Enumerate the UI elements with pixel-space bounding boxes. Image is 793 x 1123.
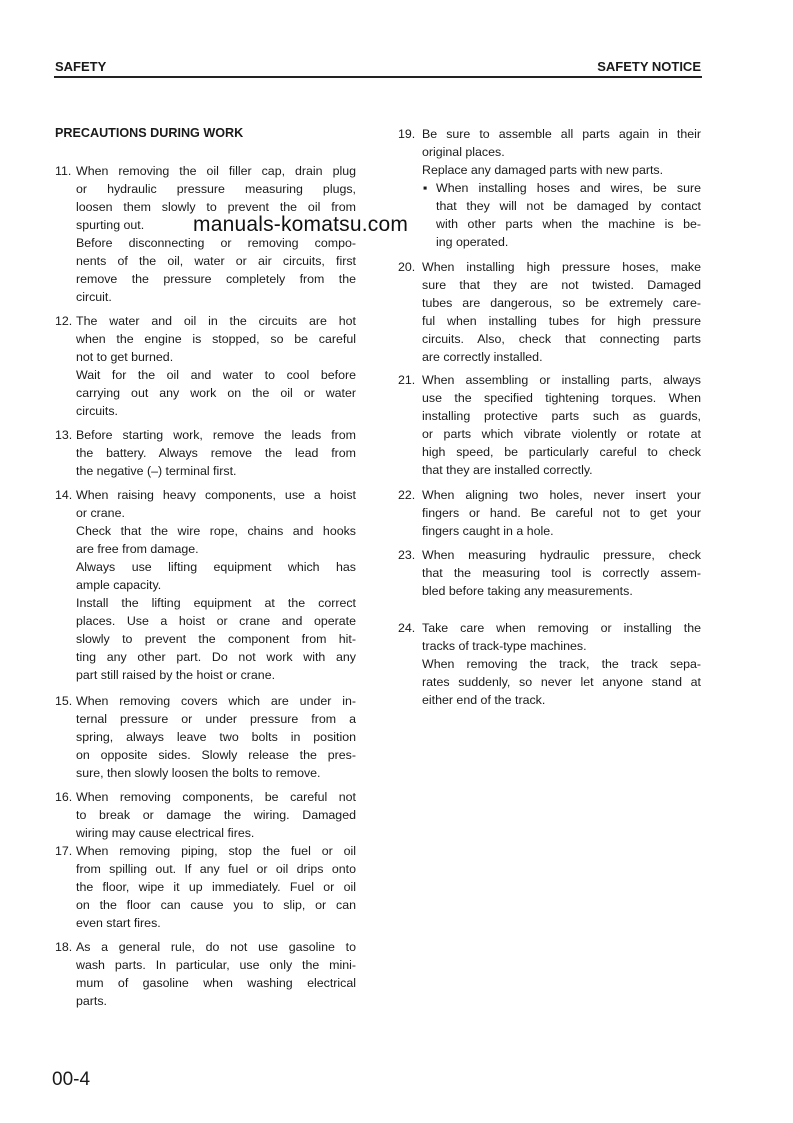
text-line: When raising heavy components, use a hoist — [76, 488, 356, 502]
text-line: sure that they are not twisted. Damaged — [422, 278, 701, 292]
text-line: tubes are dangerous, so be extremely care- — [422, 296, 701, 310]
list-item — [398, 258, 701, 366]
text-line: remove the pressure completely from the — [76, 272, 356, 286]
text-line: Check that the wire rope, chains and hooks — [76, 524, 356, 538]
text-line: part still raised by the hoist or crane. — [76, 668, 276, 682]
text-line: When assembling or installing parts, always — [422, 373, 701, 387]
item-number: 18. — [55, 940, 73, 954]
item-body — [422, 371, 701, 479]
item-body — [76, 486, 356, 684]
text-line: Replace any damaged parts with new parts. — [422, 163, 664, 177]
item-body — [76, 938, 356, 1010]
text-line: spring, always leave two bolts in position — [76, 730, 356, 744]
text-line: slowly to prevent the component from hit- — [76, 632, 356, 646]
item-body — [422, 258, 701, 366]
list-item — [55, 312, 356, 420]
text-line: rates suddenly, so never let anyone stand at — [422, 675, 701, 689]
item-number: 17. — [55, 844, 73, 858]
item-body — [76, 312, 356, 420]
text-line: to break or damage the wiring. Damaged — [76, 808, 356, 822]
text-line: high speed, be particularly careful to check — [422, 445, 701, 459]
watermark: manuals-komatsu.com — [193, 213, 409, 236]
text-line: that they are installed correctly. — [422, 463, 593, 477]
item-number: 23. — [398, 548, 416, 562]
item-number: 16. — [55, 790, 73, 804]
text-line: As a general rule, do not use gasoline to — [76, 940, 356, 954]
text-line: either end of the track. — [422, 693, 546, 707]
text-line: bled before taking any measurements. — [422, 584, 633, 598]
text-line: nents of the oil, water or air circuits, first — [76, 254, 356, 268]
item-number: 19. — [398, 127, 416, 141]
text-line: when the engine is stopped, so be careful — [76, 332, 356, 346]
item-number: 15. — [55, 694, 73, 708]
text-line: wash parts. In particular, use only the mini- — [76, 958, 356, 972]
text-line: circuits. Also, check that connecting parts — [422, 332, 701, 346]
section-heading: PRECAUTIONS DURING WORK — [55, 126, 244, 140]
text-line: or parts which vibrate violently or rotate at — [422, 427, 701, 441]
item-number: 24. — [398, 621, 416, 635]
text-line: from spilling out. If any fuel or oil drips onto — [76, 862, 356, 876]
text-line: that the measuring tool is correctly assem- — [422, 566, 701, 580]
item-body — [422, 546, 701, 600]
item-number: 22. — [398, 488, 416, 502]
item-body — [76, 788, 356, 842]
text-line: When removing the track, the track sepa- — [422, 657, 701, 671]
text-line: carrying out any work on the oil or water — [76, 386, 356, 400]
text-line: Before disconnecting or removing compo- — [76, 236, 356, 250]
text-line: fingers caught in a hole. — [422, 524, 554, 538]
text-line: When measuring hydraulic pressure, check — [422, 548, 701, 562]
item-number: 11. — [55, 164, 72, 178]
item-number: 13. — [55, 428, 73, 442]
text-line: or hydraulic pressure measuring plugs, — [76, 182, 356, 196]
text-line: not to get burned. — [76, 350, 174, 364]
text-line: on the floor can cause you to slip, or can — [76, 898, 356, 912]
text-line: When removing components, be careful not — [76, 790, 356, 804]
item-body — [76, 426, 356, 480]
text-line: the negative (–) terminal first. — [76, 464, 237, 478]
text-line: ful when installing tubes for high pressure — [422, 314, 701, 328]
header-section-title: SAFETY — [55, 59, 107, 74]
list-item — [55, 788, 356, 842]
item-body — [422, 125, 701, 251]
text-line: are correctly installed. — [422, 350, 543, 364]
text-line: installing protective parts such as guards, — [422, 409, 701, 423]
item-body — [76, 842, 356, 932]
bullet-point — [423, 179, 701, 251]
item-body — [422, 619, 701, 709]
text-line: Be sure to assemble all parts again in their — [422, 127, 701, 141]
text-line: When installing hoses and wires, be sure — [436, 181, 701, 195]
list-item — [398, 619, 701, 709]
text-line: When removing the oil filler cap, drain plug — [76, 164, 356, 178]
list-item — [55, 938, 356, 1010]
text-line: wiring may cause electrical fires. — [76, 826, 255, 840]
text-line: When aligning two holes, never insert your — [422, 488, 701, 502]
text-line: Wait for the oil and water to cool before — [76, 368, 356, 382]
text-line: Take care when removing or installing the — [422, 621, 701, 635]
text-line: spurting out. — [76, 218, 145, 232]
text-line: When removing piping, stop the fuel or oil — [76, 844, 356, 858]
text-line: are free from damage. — [76, 542, 199, 556]
text-line: When removing covers which are under in- — [76, 694, 356, 708]
item-number: 14. — [55, 488, 73, 502]
text-line: When installing high pressure hoses, make — [422, 260, 701, 274]
text-line: ing operated. — [436, 235, 509, 249]
header-page-title: SAFETY NOTICE — [597, 59, 701, 74]
text-line: parts. — [76, 994, 107, 1008]
text-line: use the specified tightening torques. When — [422, 391, 701, 405]
text-line: original places. — [422, 145, 505, 159]
page-number: 00-4 — [52, 1069, 91, 1090]
item-number: 21. — [398, 373, 416, 387]
text-line: the floor, wipe it up immediately. Fuel or oil — [76, 880, 356, 894]
list-item — [398, 546, 701, 600]
item-body — [76, 692, 356, 782]
item-body — [422, 486, 701, 540]
text-line: ternal pressure or under pressure from a — [76, 712, 356, 726]
text-line: Install the lifting equipment at the correct — [76, 596, 356, 610]
text-line: loosen them slowly to prevent the oil from — [76, 200, 356, 214]
header-rule — [54, 76, 702, 78]
text-line: Before starting work, remove the leads from — [76, 428, 356, 442]
bullet-icon: ▪ — [423, 181, 428, 195]
text-line: circuits. — [76, 404, 118, 418]
text-line: The water and oil in the circuits are hot — [76, 314, 356, 328]
list-item — [55, 486, 356, 684]
text-line: or crane. — [76, 506, 125, 520]
text-line: sure, then slowly loosen the bolts to remove. — [76, 766, 321, 780]
text-line: the battery. Always remove the lead from — [76, 446, 356, 460]
list-item — [55, 426, 356, 480]
text-line: that they will not be damaged by contact — [436, 199, 701, 213]
text-line: ample capacity. — [76, 578, 162, 592]
list-item — [398, 486, 701, 540]
list-item — [398, 371, 701, 479]
list-item — [398, 125, 701, 251]
item-number: 12. — [55, 314, 73, 328]
text-line: ting any other part. Do not work with any — [76, 650, 356, 664]
text-line: places. Use a hoist or crane and operate — [76, 614, 356, 628]
text-line: mum of gasoline when washing electrical — [76, 976, 356, 990]
text-line: with other parts when the machine is be- — [436, 217, 701, 231]
text-line: circuit. — [76, 290, 112, 304]
text-line: even start fires. — [76, 916, 161, 930]
text-line: Always use lifting equipment which has — [76, 560, 356, 574]
text-line: on opposite sides. Slowly release the pres- — [76, 748, 356, 762]
text-line: fingers or hand. Be careful not to get your — [422, 506, 701, 520]
text-line: tracks of track-type machines. — [422, 639, 587, 653]
list-item — [55, 842, 356, 932]
item-number: 20. — [398, 260, 416, 274]
list-item — [55, 692, 356, 782]
